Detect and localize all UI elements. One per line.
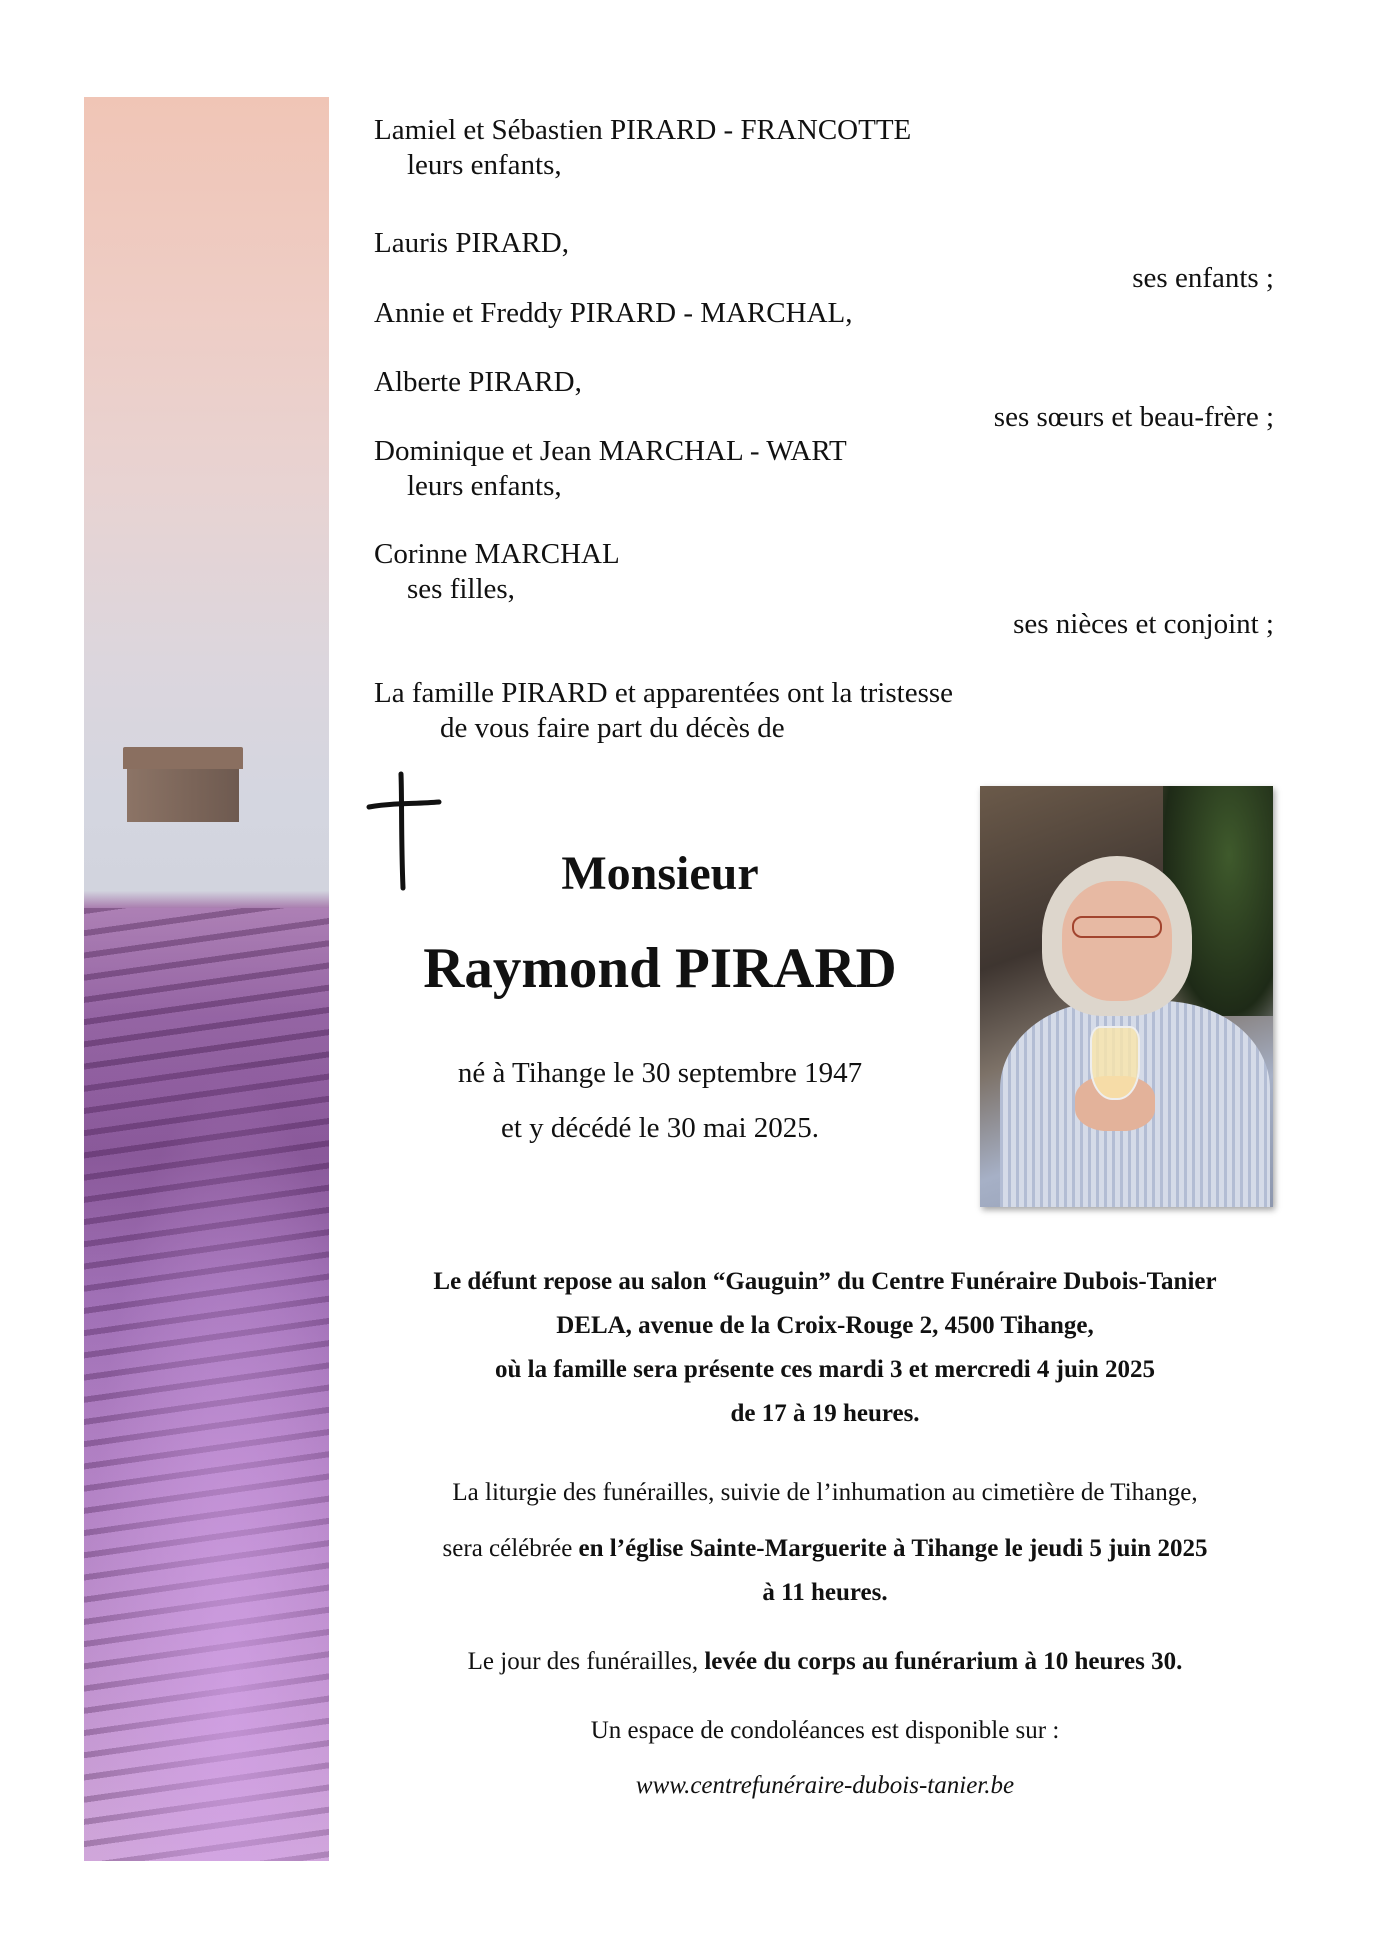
deceased-name: Raymond PIRARD [423, 937, 897, 1000]
stone-hut [123, 747, 243, 822]
family-line: Lauris PIRARD, [374, 227, 569, 259]
condolences-url[interactable]: www.centrefunéraire-dubois-tanier.be [635, 1772, 1015, 1799]
liturgy-line: La liturgie des funérailles, suivie de l’inhumation au cimetière de Tihange, [452, 1479, 1198, 1506]
announcement-line: de vous faire part du décès de [440, 712, 785, 744]
visitation-line: où la famille sera présente ces mardi 3 et mercredi 4 juin 2025 [494, 1356, 1156, 1383]
family-line: leurs enfants, [407, 470, 562, 502]
honorific: Monsieur [561, 847, 759, 900]
family-line: Alberte PIRARD, [374, 366, 582, 398]
family-line: ses filles, [407, 573, 515, 605]
family-line: Annie et Freddy PIRARD - MARCHAL, [374, 297, 853, 329]
family-line: Corinne MARCHAL [374, 538, 620, 570]
condolences-line: Un espace de condoléances est disponible sur : [590, 1717, 1060, 1744]
relation-label: ses enfants ; [1132, 262, 1274, 294]
visitation-line: Le défunt repose au salon “Gauguin” du Centre Funéraire Dubois-Tanier [433, 1268, 1217, 1295]
visitation-line: de 17 à 19 heures. [730, 1400, 920, 1427]
visitation-line: DELA, avenue de la Croix-Rouge 2, 4500 Tihange, [556, 1312, 1094, 1339]
liturgy-line: à 11 heures. [762, 1579, 888, 1606]
relation-label: ses sœurs et beau-frère ; [993, 401, 1274, 433]
liturgy-line: sera célébrée en l’église Sainte-Marguerite à Tihange le jeudi 5 juin 2025 [442, 1535, 1208, 1562]
relation-label: ses nièces et conjoint ; [1013, 608, 1274, 640]
family-line: Lamiel et Sébastien PIRARD - FRANCOTTE [374, 114, 912, 146]
portrait-photo [980, 786, 1273, 1207]
family-line: leurs enfants, [407, 149, 562, 181]
announcement-line: La famille PIRARD et apparentées ont la tristesse [374, 677, 954, 709]
lavender-field-image [84, 97, 329, 1861]
family-line: Dominique et Jean MARCHAL - WART [374, 435, 847, 467]
funeral-day-line: Le jour des funérailles, levée du corps au funérarium à 10 heures 30. [467, 1648, 1183, 1675]
death-line: et y décédé le 30 mai 2025. [500, 1112, 820, 1144]
birth-line: né à Tihange le 30 septembre 1947 [457, 1057, 863, 1089]
